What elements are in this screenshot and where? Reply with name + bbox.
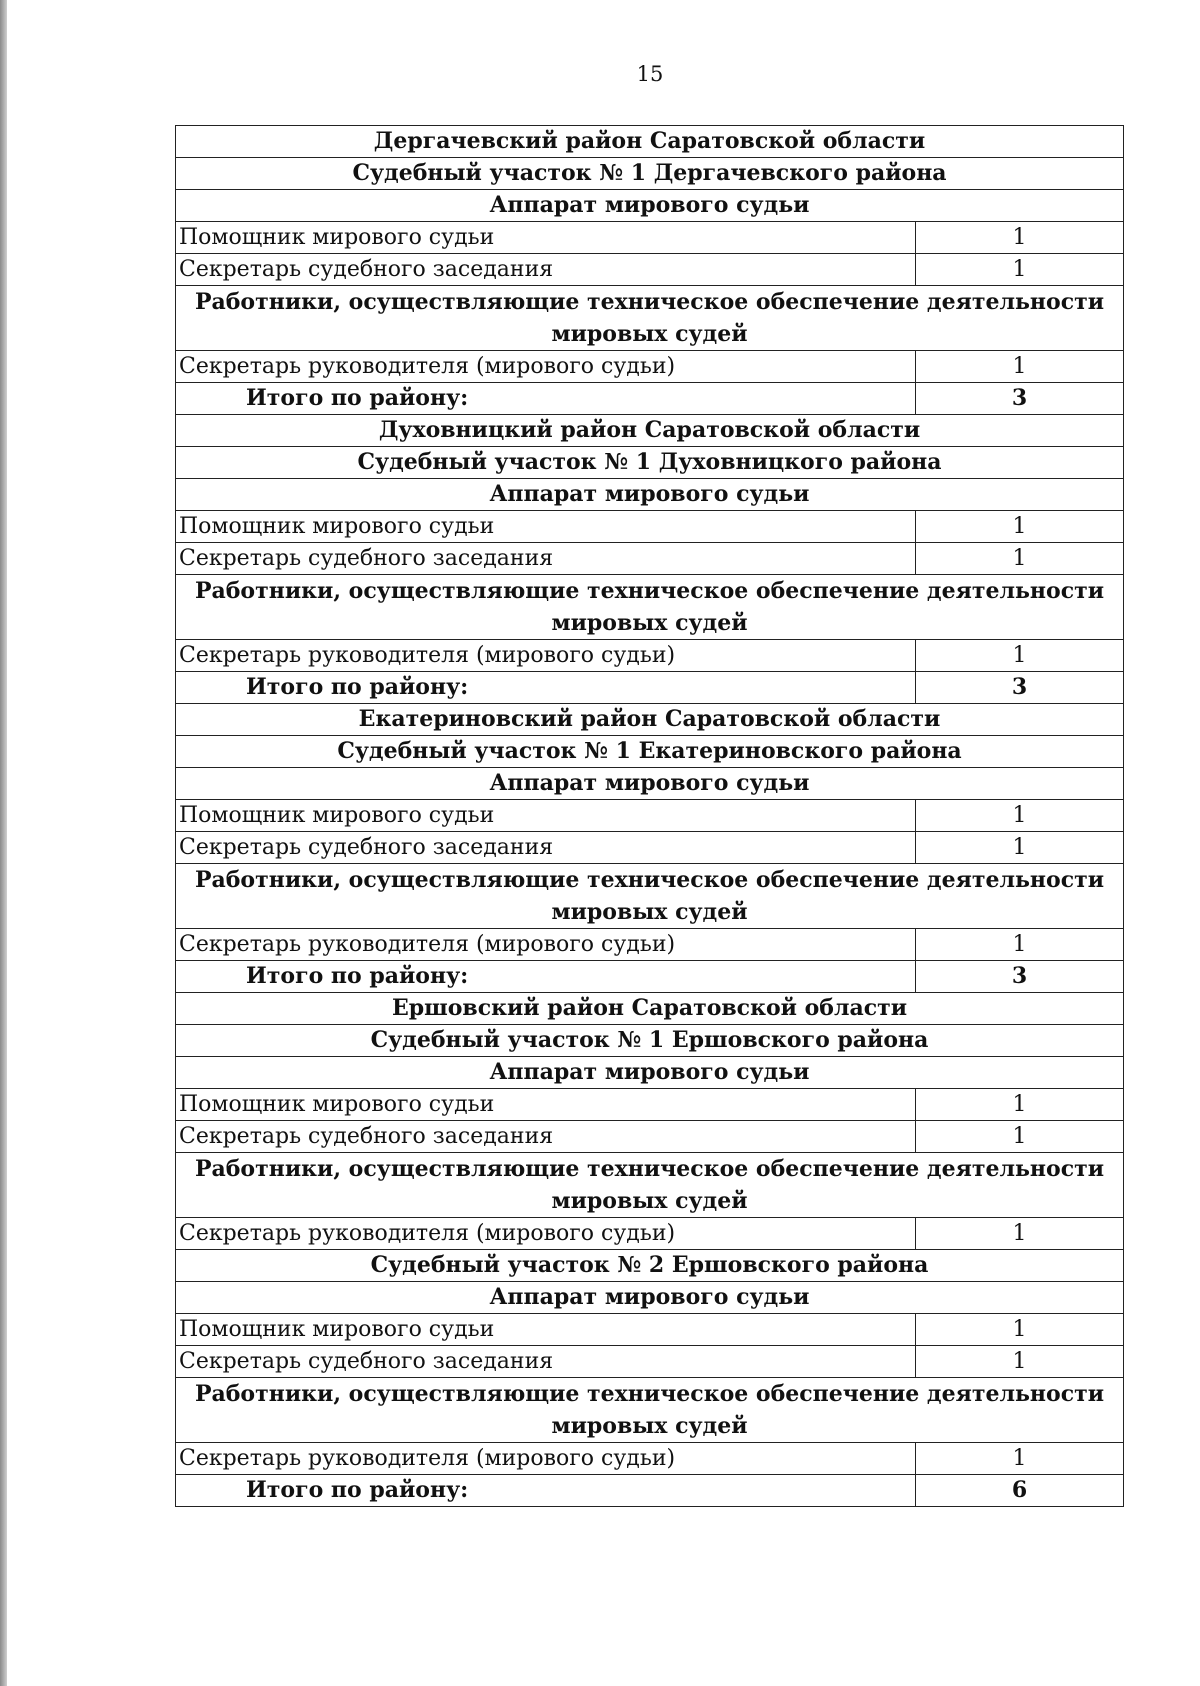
section-header-row — [176, 190, 1124, 222]
table-row — [176, 1443, 1124, 1475]
position-name: Секретарь судебного заседания — [176, 543, 916, 575]
position-name: Секретарь руководителя (мирового судьи) — [176, 929, 916, 961]
section-header-row — [176, 158, 1124, 190]
table-row — [176, 1089, 1124, 1121]
position-count: 1 — [916, 543, 1124, 575]
table-row — [176, 800, 1124, 832]
table-row — [176, 1314, 1124, 1346]
section-header-row — [176, 1250, 1124, 1282]
position-name: Секретарь руководителя (мирового судьи) — [176, 640, 916, 672]
table-row — [176, 543, 1124, 575]
section-header: Судебный участок № 1 Ершовского района — [176, 1025, 1124, 1057]
total-row — [176, 672, 1124, 704]
position-name: Секретарь судебного заседания — [176, 832, 916, 864]
section-header: Аппарат мирового судьи — [176, 768, 1124, 800]
section-header: Работники, осуществляющие техническое обеспечение деятельности мировых судей — [176, 286, 1124, 351]
section-header: Работники, осуществляющие техническое обеспечение деятельности мировых судей — [176, 864, 1124, 929]
section-header-row-2line — [176, 575, 1124, 640]
position-count: 1 — [916, 1314, 1124, 1346]
table-row — [176, 351, 1124, 383]
section-header-row — [176, 447, 1124, 479]
staff-table — [175, 125, 1124, 1507]
position-count: 1 — [916, 1089, 1124, 1121]
table-row — [176, 511, 1124, 543]
table-row — [176, 254, 1124, 286]
section-header: Аппарат мирового судьи — [176, 190, 1124, 222]
table-row — [176, 832, 1124, 864]
position-name: Секретарь судебного заседания — [176, 254, 916, 286]
section-header-row — [176, 415, 1124, 447]
table-row — [176, 1346, 1124, 1378]
section-header: Дергачевский район Саратовской области — [176, 126, 1124, 158]
position-name: Секретарь руководителя (мирового судьи) — [176, 1443, 916, 1475]
section-header: Ершовский район Саратовской области — [176, 993, 1124, 1025]
section-header-row — [176, 1025, 1124, 1057]
total-label: Итого по району: — [176, 383, 916, 415]
position-count: 1 — [916, 640, 1124, 672]
total-value: 6 — [916, 1475, 1124, 1507]
total-value: 3 — [916, 672, 1124, 704]
section-header: Аппарат мирового судьи — [176, 479, 1124, 511]
section-header: Екатериновский район Саратовской области — [176, 704, 1124, 736]
section-header: Работники, осуществляющие техническое обеспечение деятельности мировых судей — [176, 1378, 1124, 1443]
table-row — [176, 1121, 1124, 1153]
total-label: Итого по району: — [176, 1475, 916, 1507]
section-header: Работники, осуществляющие техническое обеспечение деятельности мировых судей — [176, 575, 1124, 640]
section-header-row — [176, 993, 1124, 1025]
position-name: Секретарь руководителя (мирового судьи) — [176, 1218, 916, 1250]
total-label: Итого по району: — [176, 961, 916, 993]
table-row — [176, 929, 1124, 961]
position-name: Помощник мирового судьи — [176, 222, 916, 254]
section-header-row-2line — [176, 864, 1124, 929]
position-name: Секретарь судебного заседания — [176, 1346, 916, 1378]
position-name: Помощник мирового судьи — [176, 1089, 916, 1121]
position-count: 1 — [916, 254, 1124, 286]
staff-table-body — [176, 126, 1124, 1507]
position-count: 1 — [916, 1443, 1124, 1475]
position-name: Помощник мирового судьи — [176, 511, 916, 543]
section-header-row — [176, 479, 1124, 511]
section-header-row-2line — [176, 286, 1124, 351]
total-value: 3 — [916, 961, 1124, 993]
position-count: 1 — [916, 222, 1124, 254]
section-header: Судебный участок № 1 Дергачевского района — [176, 158, 1124, 190]
position-name: Секретарь руководителя (мирового судьи) — [176, 351, 916, 383]
section-header: Судебный участок № 1 Екатериновского района — [176, 736, 1124, 768]
section-header: Работники, осуществляющие техническое обеспечение деятельности мировых судей — [176, 1153, 1124, 1218]
position-count: 1 — [916, 511, 1124, 543]
section-header-row — [176, 126, 1124, 158]
section-header-row — [176, 1057, 1124, 1089]
position-count: 1 — [916, 800, 1124, 832]
position-count: 1 — [916, 832, 1124, 864]
section-header: Духовницкий район Саратовской области — [176, 415, 1124, 447]
section-header: Аппарат мирового судьи — [176, 1282, 1124, 1314]
section-header-row-2line — [176, 1153, 1124, 1218]
total-label: Итого по району: — [176, 672, 916, 704]
section-header-row — [176, 704, 1124, 736]
total-row — [176, 383, 1124, 415]
table-row — [176, 640, 1124, 672]
section-header-row — [176, 1282, 1124, 1314]
position-count: 1 — [916, 351, 1124, 383]
position-count: 1 — [916, 1218, 1124, 1250]
section-header: Судебный участок № 1 Духовницкого района — [176, 447, 1124, 479]
position-count: 1 — [916, 929, 1124, 961]
position-count: 1 — [916, 1346, 1124, 1378]
total-row — [176, 961, 1124, 993]
section-header-row — [176, 736, 1124, 768]
position-name: Помощник мирового судьи — [176, 800, 916, 832]
page-number: 15 — [636, 62, 664, 86]
scan-edge — [0, 0, 7, 1686]
position-name: Помощник мирового судьи — [176, 1314, 916, 1346]
section-header: Судебный участок № 2 Ершовского района — [176, 1250, 1124, 1282]
section-header-row — [176, 768, 1124, 800]
table-row — [176, 1218, 1124, 1250]
section-header-row-2line — [176, 1378, 1124, 1443]
total-row — [176, 1475, 1124, 1507]
section-header: Аппарат мирового судьи — [176, 1057, 1124, 1089]
position-count: 1 — [916, 1121, 1124, 1153]
table-row — [176, 222, 1124, 254]
position-name: Секретарь судебного заседания — [176, 1121, 916, 1153]
total-value: 3 — [916, 383, 1124, 415]
